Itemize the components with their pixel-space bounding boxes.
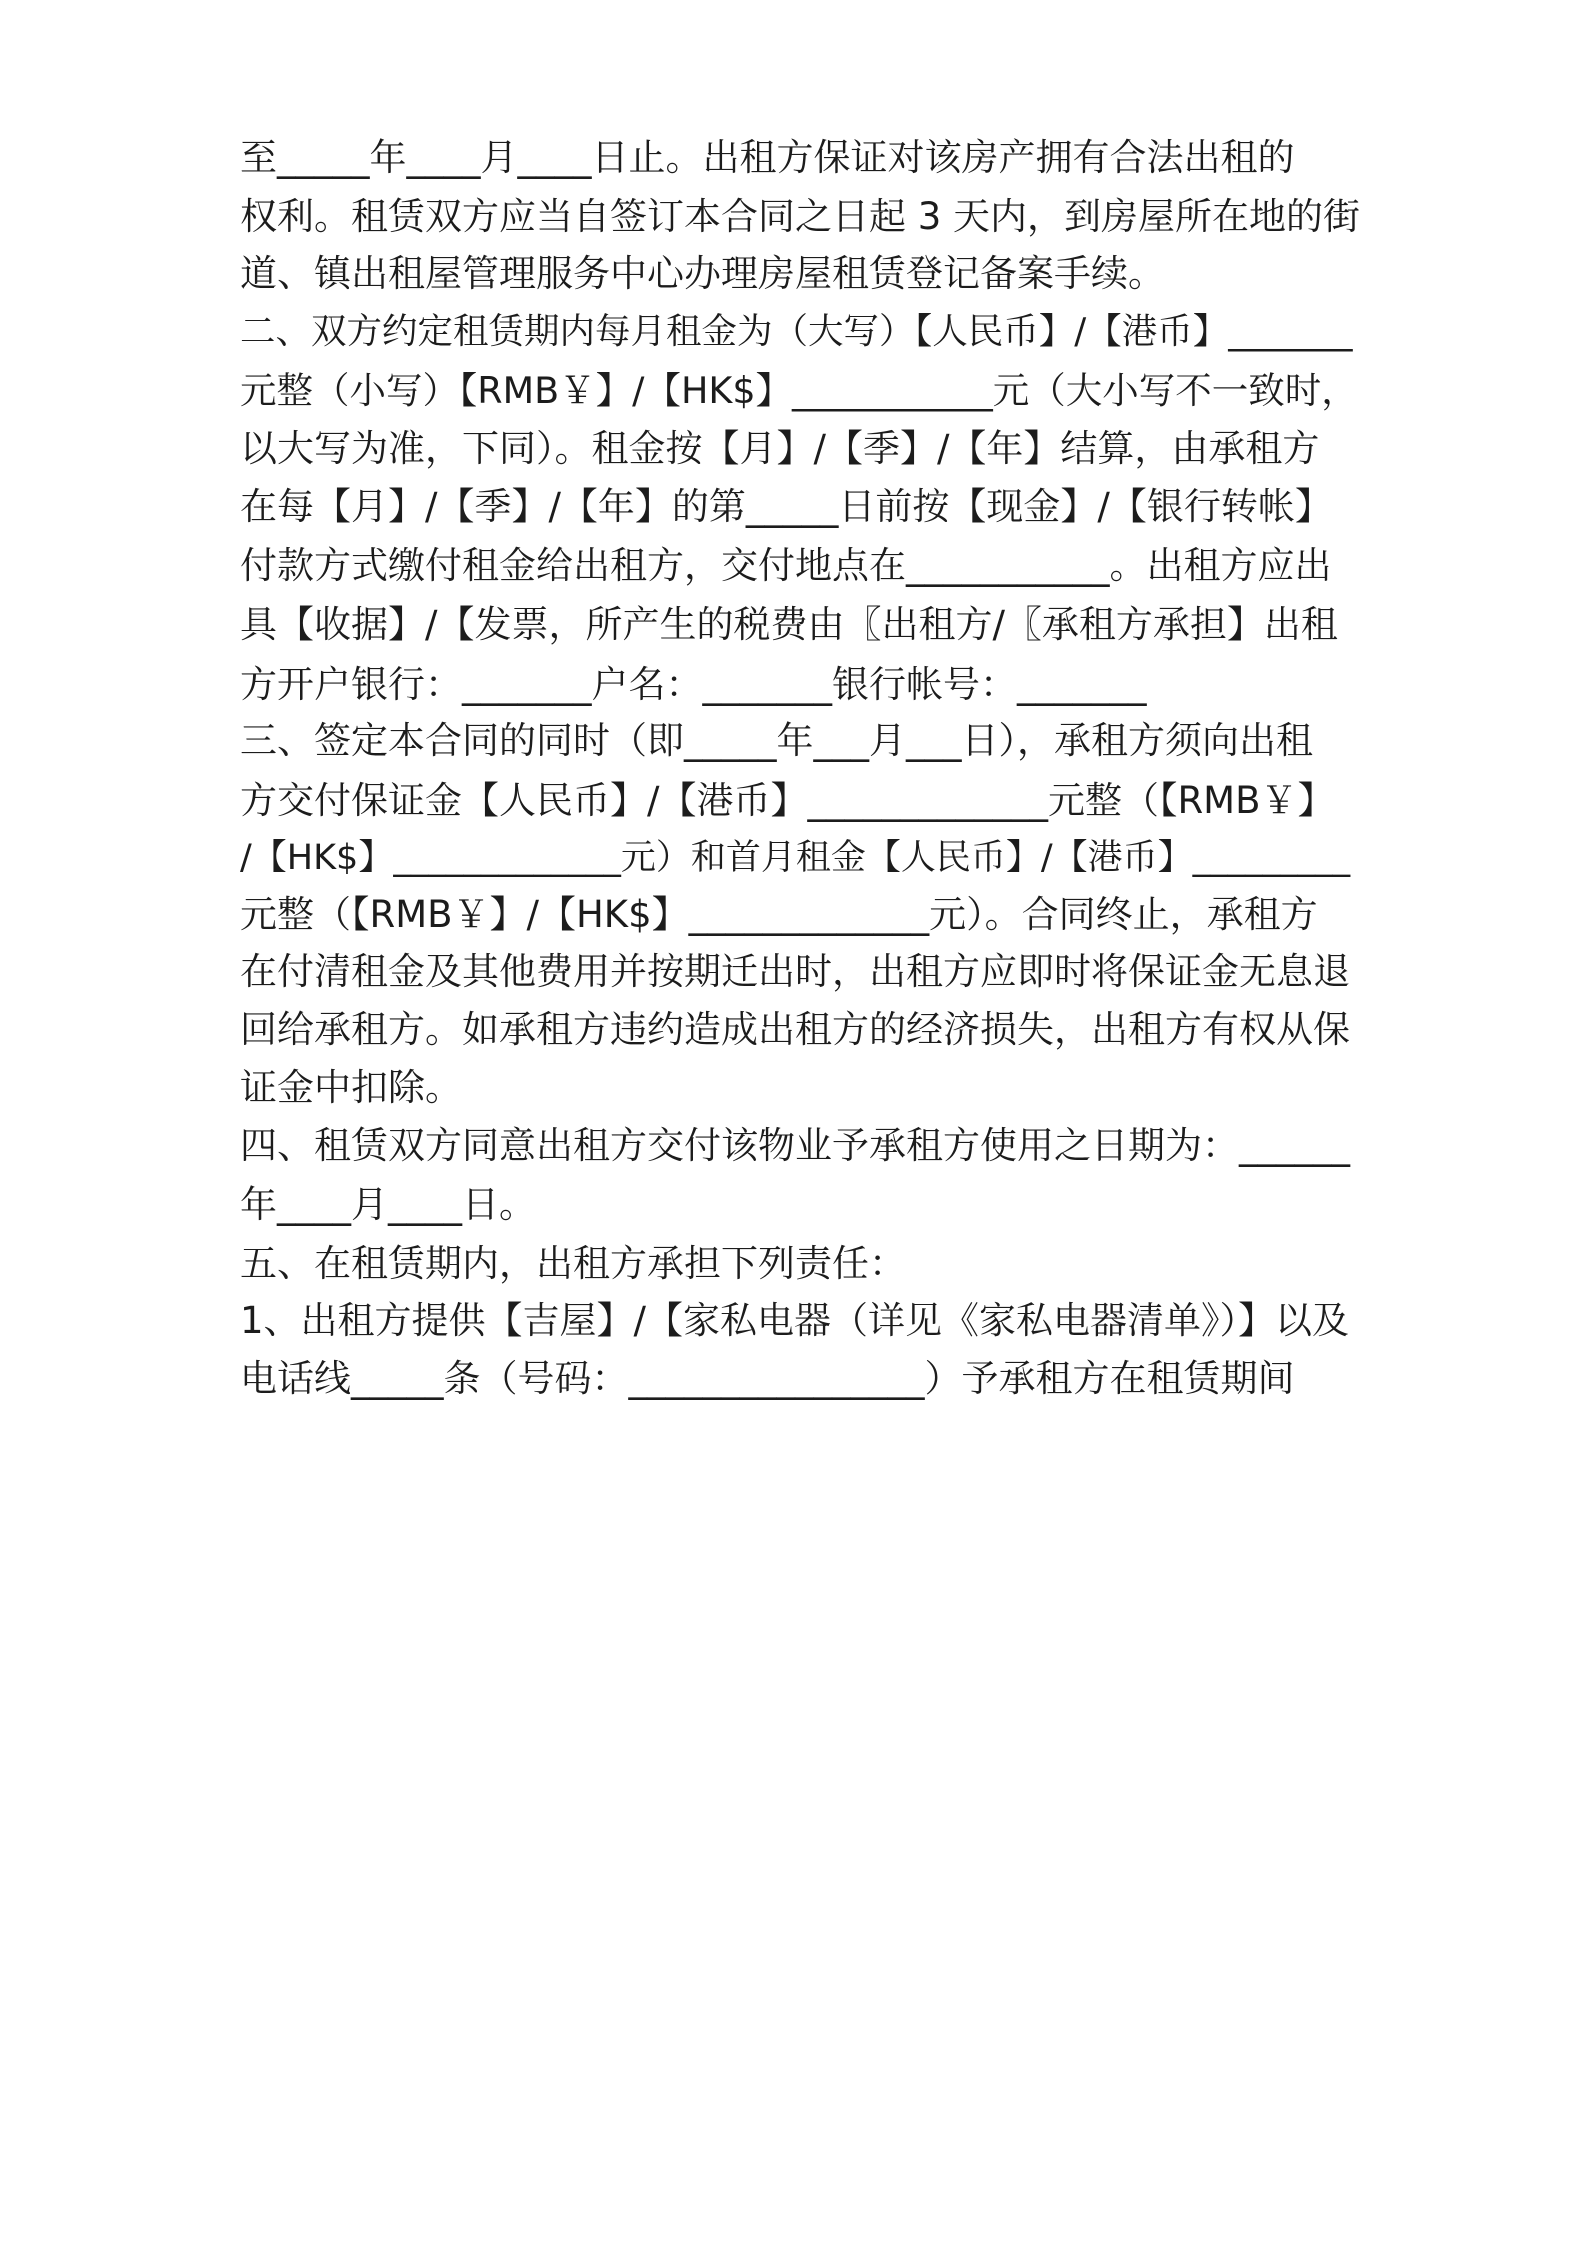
text-line-17: 证金中扣除。 <box>240 1066 462 1109</box>
text-line-18: 四、租赁双方同意出租方交付该物业予承租方使用之日期为：______ <box>240 1124 1350 1167</box>
text-line-19: 年____月____日。 <box>240 1183 536 1226</box>
text-line-1: 至_____年____月____日止。出租方保证对该房产拥有合法出租的 <box>240 136 1295 179</box>
text-line-14: 元整（【RMB￥】/【HK$】_____________元）。合同终止，承租方 <box>240 893 1318 936</box>
text-line-4: 二、双方约定租赁期内每月租金为（大写）【人民币】/【港币】_______ <box>240 311 1353 352</box>
text-line-20: 五、在租赁期内，出租方承担下列责任： <box>240 1242 906 1285</box>
text-line-8: 付款方式缴付租金给出租方，交付地点在___________。出租方应出 <box>240 544 1332 587</box>
text-line-2: 权利。租赁双方应当自签订本合同之日起 3 天内，到房屋所在地的街 <box>240 195 1361 238</box>
text-line-21: 1、出租方提供【吉屋】/【家私电器（详见《家私电器清单》）】以及 <box>240 1299 1350 1342</box>
text-line-3: 道、镇出租屋管理服务中心办理房屋租赁登记备案手续。 <box>240 252 1165 295</box>
text-line-6: 以大写为准，下同）。租金按【月】/【季】/【年】结算，由承租方 <box>240 427 1320 470</box>
text-line-10: 方开户银行：_______户名：_______银行帐号：_______ <box>240 663 1147 706</box>
text-line-5: 元整（小写）【RMB￥】/【HK$】___________元（大小写不一致时， <box>240 369 1358 412</box>
text-line-22: 电话线_____条（号码：________________）予承租方在租赁期间 <box>240 1357 1295 1400</box>
text-line-16: 回给承租方。如承租方违约造成出租方的经济损失，出租方有权从保 <box>240 1008 1350 1051</box>
text-line-13: /【HK$】_____________元）和首月租金【人民币】/【港币】_________ <box>240 838 1351 878</box>
text-line-7: 在每【月】/【季】/【年】的第_____日前按【现金】/【银行转帐】 <box>240 485 1332 528</box>
text-line-15: 在付清租金及其他费用并按期迁出时，出租方应即时将保证金无息退 <box>240 950 1350 993</box>
text-line-9: 具【收据】/【发票，所产生的税费由〖出租方/〖承租方承担】出租 <box>240 603 1338 646</box>
text-line-11: 三、签定本合同的同时（即_____年___月___日），承租方须向出租 <box>240 719 1313 762</box>
text-line-12: 方交付保证金【人民币】/【港币】_____________元整（【RMB￥】 <box>240 779 1335 822</box>
